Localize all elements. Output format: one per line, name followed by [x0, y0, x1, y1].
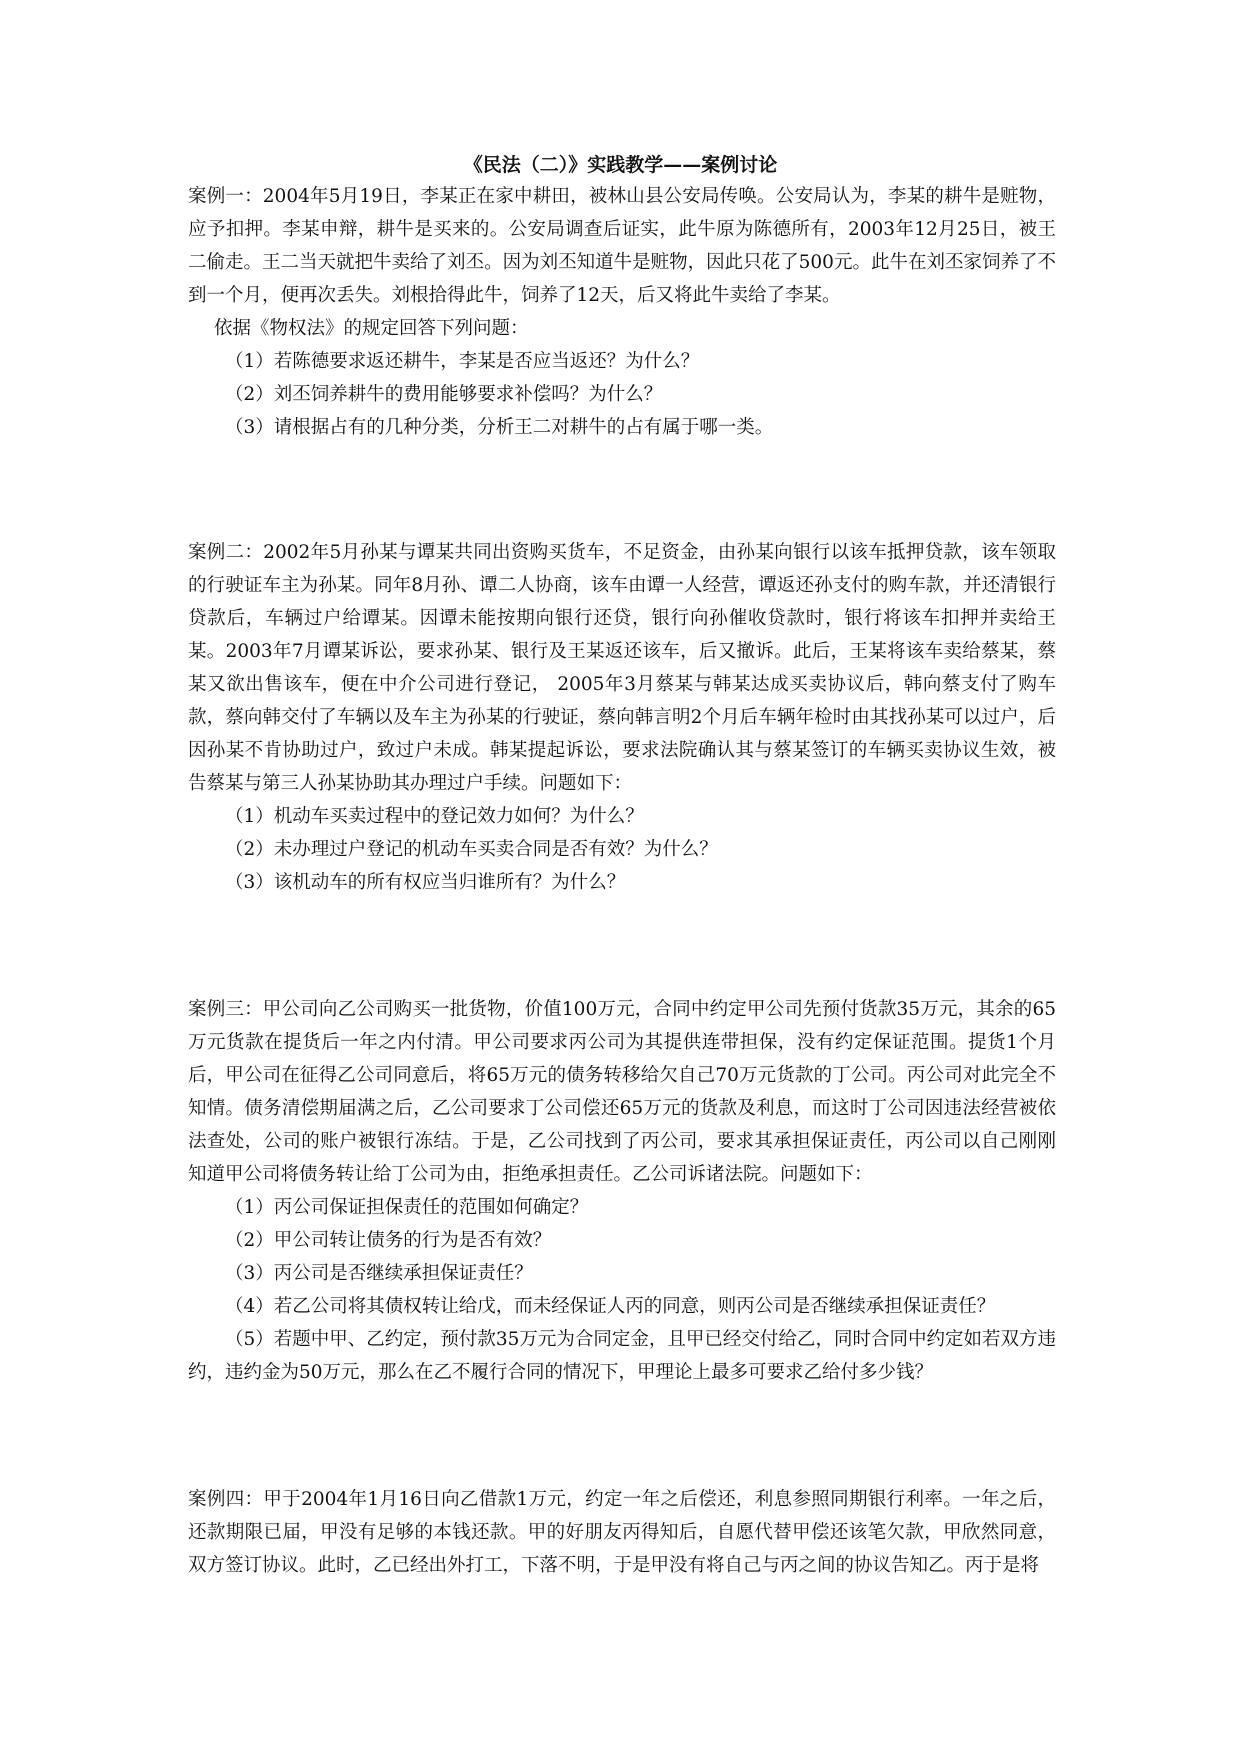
case-three-body: 案例三：甲公司向乙公司购买一批货物，价值100万元，合同中约定甲公司先预付货款35万元，其余的65万元货款在提货后一年之内付清。甲公司要求丙公司为其提供连带担保，没有约定保证范围。提货1个月后，甲公司在征得乙公司同意后，将65万元的债务转移给欠自己70万元货款的丁公司。丙公司对此完全不知情。债务清偿期届满之后，乙公司要求丁公司偿还65万元的货款及利息，而这时丁公司因违法经营被依法查处，公司的账户被银行冻结。于是，乙公司找到了丙公司，要求其承担保证责任，丙公司以自己刚刚知道甲公司将债务转让给丁公司为由，拒绝承担责任。乙公司诉诸法院。问题如下：	[188, 999, 1056, 1185]
case-four-body: 案例四：甲于2004年1月16日向乙借款1万元，约定一年之后偿还，利息参照同期银行利率。一年之后，还款期限已届，甲没有足够的本钱还款。甲的好朋友丙得知后，自愿代替甲偿还该笔欠款，甲欣然同意，双方签订协议。此时，乙已经出外打工，下落不明，于是甲没有将自己与丙之间的协议告知乙。丙于是将	[188, 1489, 1056, 1576]
case-three-question-2: （2）甲公司转让债务的行为是否有效？	[225, 1230, 552, 1251]
case-two-question-1: （1）机动车买卖过程中的登记效力如何？为什么？	[225, 806, 644, 827]
case-two-body: 案例二：2002年5月孙某与谭某共同出资购买货车，不足资金，由孙某向银行以该车抵押贷款，该车领取的行驶证车主为孙某。同年8月孙、谭二人协商，该车由谭一人经营，谭返还孙支付的购车款，并还清银行贷款后，车辆过户给谭某。因谭未能按期向银行还贷，银行向孙催收贷款时，银行将该车扣押并卖给王某。2003年7月谭某诉讼，要求孙某、银行及王某返还该车，后又撤诉。此后，王某将该车卖给蔡某，蔡某又欲出售该车，便在中介公司进行登记， 2005年3月蔡某与韩某达成买卖协议后，韩向蔡支付了购车款，蔡向韩交付了车辆以及车主为孙某的行驶证，蔡向韩言明2个月后车辆年检时由其找孙某可以过户，后因孙某不肯协助过户，致过户未成。韩某提起诉讼，要求法院确认其与蔡某签订的车辆买卖协议生效，被告蔡某与第三人孙某协助其办理过户手续。问题如下：	[188, 542, 1056, 794]
case-two	[188, 536, 1056, 899]
case-one-question-3: （3）请根据占有的几种分类，分析王二对耕牛的占有属于哪一类。	[225, 417, 774, 438]
case-three-question-1: （1）丙公司保证担保责任的范围如何确定？	[225, 1197, 589, 1218]
case-one-intro: 依据《物权法》的规定回答下列问题：	[214, 318, 529, 339]
case-three	[188, 993, 1056, 1389]
case-one	[188, 180, 1056, 444]
case-one-question-2: （2）刘丕饲养耕牛的费用能够要求补偿吗？为什么？	[225, 384, 663, 405]
case-two-question-2: （2）未办理过户登记的机动车买卖合同是否有效？为什么？	[225, 839, 718, 860]
document-title: 《民法（二）》实践教学——案例讨论	[463, 154, 778, 176]
case-four	[188, 1483, 1056, 1582]
case-three-question-5: （5）若题中甲、乙约定，预付款35万元为合同定金，且甲已经交付给乙，同时合同中约定如若双方违约，违约金为50万元，那么在乙不履行合同的情况下，甲理论上最多可要求乙给付多少钱？	[188, 1329, 1056, 1383]
case-three-question-4: （4）若乙公司将其债权转让给戊，而未经保证人丙的同意，则丙公司是否继续承担保证责任？	[225, 1296, 996, 1317]
case-one-question-1: （1）若陈德要求返还耕牛，李某是否应当返还？为什么？	[225, 351, 700, 372]
case-one-body: 案例一：2004年5月19日，李某正在家中耕田，被林山县公安局传唤。公安局认为，李某的耕牛是赃物，应予扣押。李某申辩，耕牛是买来的。公安局调查后证实，此牛原为陈德所有，2003年12月25日，被王二偷走。王二当天就把牛卖给了刘丕。因为刘丕知道牛是赃物，因此只花了500元。此牛在刘丕家饲养了不到一个月，便再次丢失。刘根拾得此牛，饲养了12天，后又将此牛卖给了李某。	[188, 186, 1056, 306]
case-two-question-3: （3）该机动车的所有权应当归谁所有？为什么？	[225, 872, 626, 893]
case-three-question-3: （3）丙公司是否继续承担保证责任？	[225, 1263, 533, 1284]
